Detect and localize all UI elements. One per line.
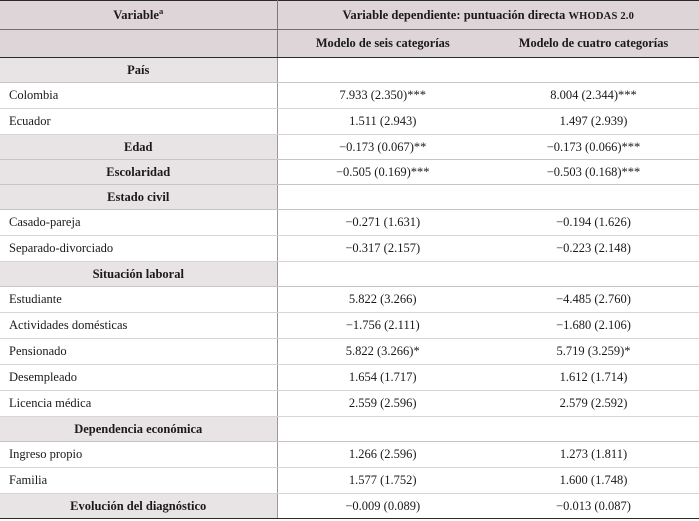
- model-six-value-situación-laboral: [277, 262, 488, 287]
- row-label-ecuador: Ecuador: [0, 109, 277, 135]
- table-body: [0, 58, 699, 519]
- model-six-value-edad: −0.173 (0.067)**: [277, 135, 488, 160]
- model-four-value-colombia: 8.004 (2.344)***: [488, 83, 699, 109]
- table-row: [0, 339, 699, 365]
- column-header-variable-label: Variable: [113, 7, 159, 22]
- model-six-value-pensionado: 5.822 (3.266)*: [277, 339, 488, 365]
- row-label-familia: Familia: [0, 468, 277, 494]
- model-four-value-familia: 1.600 (1.748): [488, 468, 699, 494]
- table-row: [0, 83, 699, 109]
- table-row: [0, 365, 699, 391]
- table-header-row-primary: [0, 1, 699, 30]
- section-label-dependencia-económica: Dependencia económica: [0, 417, 277, 442]
- column-header-variable-footnote-marker: a: [158, 5, 164, 16]
- model-six-value-ecuador: 1.511 (2.943): [277, 109, 488, 135]
- model-six-value-evolución-del-diagnóstico: −0.009 (0.089): [277, 494, 488, 519]
- row-label-desempleado: Desempleado: [0, 365, 277, 391]
- model-four-value-casado-pareja: −0.194 (1.626): [488, 210, 699, 236]
- table-row: [0, 442, 699, 468]
- table-row: [0, 109, 699, 135]
- model-four-value-separado-divorciado: −0.223 (2.148): [488, 236, 699, 262]
- model-six-value-casado-pareja: −0.271 (1.631): [277, 210, 488, 236]
- row-label-licencia-médica: Licencia médica: [0, 391, 277, 417]
- row-label-casado-pareja: Casado-pareja: [0, 210, 277, 236]
- table-section-row: [0, 494, 699, 519]
- table-section-row: [0, 135, 699, 160]
- column-header-model-six: Modelo de seis categorías: [277, 30, 488, 58]
- table-row: [0, 468, 699, 494]
- section-label-país: País: [0, 58, 277, 83]
- model-four-value-actividades-domésticas: −1.680 (2.106): [488, 313, 699, 339]
- column-header-variable: [0, 1, 277, 30]
- model-four-value-situación-laboral: [488, 262, 699, 287]
- model-four-value-pensionado: 5.719 (3.259)*: [488, 339, 699, 365]
- table-row: [0, 287, 699, 313]
- column-header-dependent-variable: [277, 1, 699, 30]
- model-four-value-edad: −0.173 (0.066)***: [488, 135, 699, 160]
- model-six-value-estado-civil: [277, 185, 488, 210]
- row-label-ingreso-propio: Ingreso propio: [0, 442, 277, 468]
- table-row: [0, 313, 699, 339]
- section-label-evolución-del-diagnóstico: Evolución del diagnóstico: [0, 494, 277, 519]
- model-six-value-escolaridad: −0.505 (0.169)***: [277, 160, 488, 185]
- row-label-colombia: Colombia: [0, 83, 277, 109]
- column-header-variable-spacer: [0, 30, 277, 58]
- dependent-variable-instrument: WHODAS 2.0: [568, 10, 635, 22]
- model-four-value-país: [488, 58, 699, 83]
- table-header: [0, 1, 699, 58]
- section-label-escolaridad: Escolaridad: [0, 160, 277, 185]
- table-row: [0, 391, 699, 417]
- model-six-value-dependencia-económica: [277, 417, 488, 442]
- section-label-estado-civil: Estado civil: [0, 185, 277, 210]
- row-label-estudiante: Estudiante: [0, 287, 277, 313]
- model-four-value-dependencia-económica: [488, 417, 699, 442]
- model-four-value-evolución-del-diagnóstico: −0.013 (0.087): [488, 494, 699, 519]
- model-six-value-estudiante: 5.822 (3.266): [277, 287, 488, 313]
- column-header-model-four: Modelo de cuatro categorías: [488, 30, 699, 58]
- table-section-row: [0, 185, 699, 210]
- model-four-value-escolaridad: −0.503 (0.168)***: [488, 160, 699, 185]
- model-six-value-separado-divorciado: −0.317 (2.157): [277, 236, 488, 262]
- model-six-value-país: [277, 58, 488, 83]
- table-section-row: [0, 58, 699, 83]
- section-label-situación-laboral: Situación laboral: [0, 262, 277, 287]
- table-section-row: [0, 417, 699, 442]
- dependent-variable-label: Variable dependiente: puntuación directa: [342, 7, 566, 22]
- model-four-value-estado-civil: [488, 185, 699, 210]
- model-six-value-ingreso-propio: 1.266 (2.596): [277, 442, 488, 468]
- model-six-value-colombia: 7.933 (2.350)***: [277, 83, 488, 109]
- model-four-value-desempleado: 1.612 (1.714): [488, 365, 699, 391]
- row-label-actividades-domésticas: Actividades domésticas: [0, 313, 277, 339]
- table-section-row: [0, 262, 699, 287]
- model-six-value-familia: 1.577 (1.752): [277, 468, 488, 494]
- model-six-value-licencia-médica: 2.559 (2.596): [277, 391, 488, 417]
- section-label-edad: Edad: [0, 135, 277, 160]
- table-bottom-rule: [0, 518, 699, 519]
- model-six-value-desempleado: 1.654 (1.717): [277, 365, 488, 391]
- model-four-value-ingreso-propio: 1.273 (1.811): [488, 442, 699, 468]
- model-four-value-estudiante: −4.485 (2.760): [488, 287, 699, 313]
- model-four-value-licencia-médica: 2.579 (2.592): [488, 391, 699, 417]
- row-label-separado-divorciado: Separado-divorciado: [0, 236, 277, 262]
- row-label-pensionado: Pensionado: [0, 339, 277, 365]
- table-section-row: [0, 160, 699, 185]
- table-row: [0, 236, 699, 262]
- model-four-value-ecuador: 1.497 (2.939): [488, 109, 699, 135]
- table-row: [0, 210, 699, 236]
- table-header-row-secondary: [0, 30, 699, 58]
- model-six-value-actividades-domésticas: −1.756 (2.111): [277, 313, 488, 339]
